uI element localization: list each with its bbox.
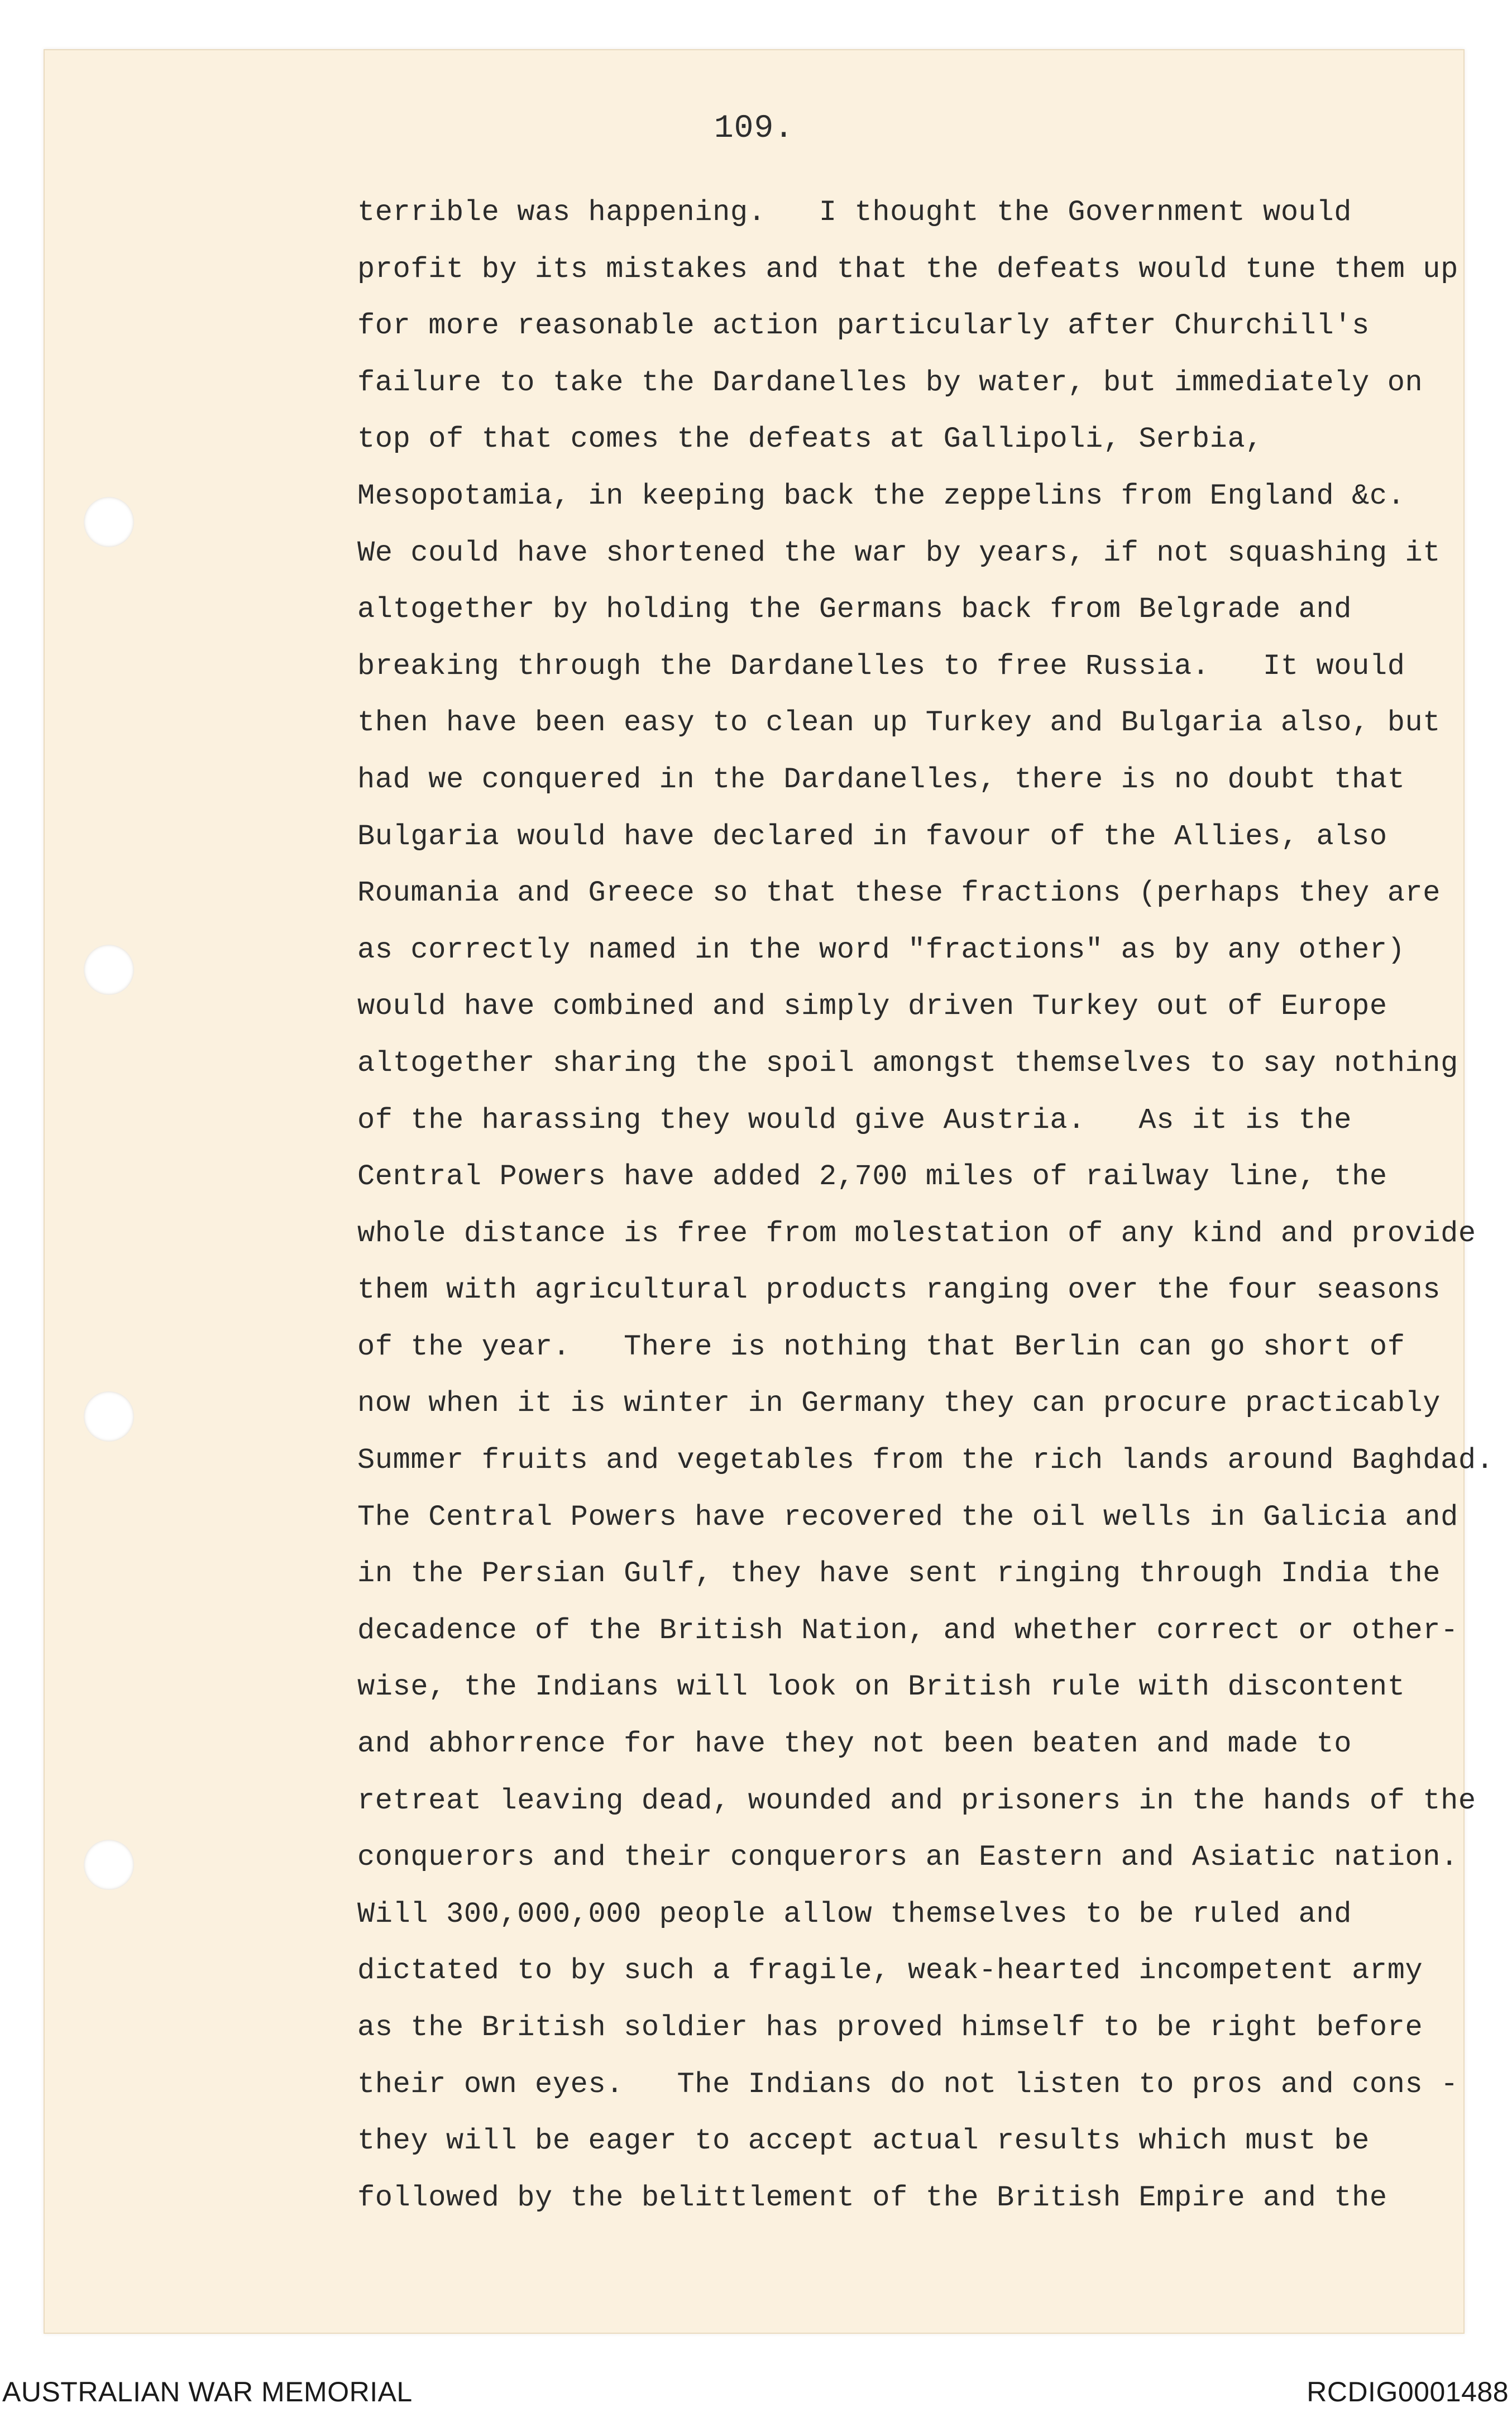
text-line: breaking through the Dardanelles to free Russia. It would bbox=[357, 649, 1405, 683]
text-line: them with agricultural products ranging over the four seasons bbox=[357, 1274, 1441, 1307]
text-line: top of that comes the defeats at Gallipoli, Serbia, bbox=[357, 423, 1264, 456]
text-line: they will be eager to accept actual results which must be bbox=[357, 2124, 1370, 2158]
text-line: altogether sharing the spoil amongst themselves to say nothing bbox=[357, 1046, 1458, 1080]
punch-hole bbox=[84, 497, 134, 547]
institution-credit: AUSTRALIAN WAR MEMORIAL bbox=[2, 2376, 413, 2407]
punch-hole bbox=[84, 1840, 134, 1890]
text-line: Summer fruits and vegetables from the rich lands around Baghdad. bbox=[357, 1444, 1494, 1477]
text-line: as correctly named in the word "fractions" as by any other) bbox=[357, 933, 1405, 966]
record-reference: RCDIG0001488 bbox=[1307, 2376, 1509, 2407]
text-line: retreat leaving dead, wounded and prisoners in the hands of the bbox=[357, 1784, 1476, 1817]
text-line: terrible was happening. I thought the Government would bbox=[357, 196, 1352, 229]
text-line: failure to take the Dardanelles by water, but immediately on bbox=[357, 366, 1423, 399]
text-line: Will 300,000,000 people allow themselves to be ruled and bbox=[357, 1897, 1352, 1931]
text-line: of the year. There is nothing that Berlin can go short of bbox=[357, 1330, 1405, 1363]
page-number: 109. bbox=[714, 111, 795, 147]
text-line: whole distance is free from molestation of any kind and provide bbox=[357, 1217, 1476, 1250]
text-line: then have been easy to clean up Turkey and Bulgaria also, but bbox=[357, 706, 1441, 740]
punch-hole bbox=[84, 945, 134, 995]
text-line: altogether by holding the Germans back from Belgrade and bbox=[357, 593, 1352, 626]
text-line: decadence of the British Nation, and whether correct or other- bbox=[357, 1614, 1458, 1647]
text-line: The Central Powers have recovered the oil wells in Galicia and bbox=[357, 1500, 1458, 1534]
text-line: Central Powers have added 2,700 miles of railway line, the bbox=[357, 1160, 1387, 1194]
text-line: Bulgaria would have declared in favour of the Allies, also bbox=[357, 820, 1387, 853]
text-line: dictated to by such a fragile, weak-hearted incompetent army bbox=[357, 1954, 1423, 1988]
text-line: now when it is winter in Germany they can procure practicably bbox=[357, 1387, 1441, 1420]
text-line: We could have shortened the war by years, if not squashing it bbox=[357, 536, 1441, 569]
text-line: Roumania and Greece so that these fractions (perhaps they are bbox=[357, 877, 1441, 910]
text-line: profit by its mistakes and that the defeats would tune them up bbox=[357, 252, 1458, 286]
text-line: followed by the belittlement of the British Empire and the bbox=[357, 2181, 1387, 2214]
text-line: their own eyes. The Indians do not listen to pros and cons - bbox=[357, 2067, 1458, 2101]
text-line: wise, the Indians will look on British rule with discontent bbox=[357, 1670, 1405, 1704]
text-line: as the British soldier has proved himself to be right before bbox=[357, 2011, 1423, 2044]
text-line: had we conquered in the Dardanelles, there is no doubt that bbox=[357, 763, 1405, 796]
text-line: and abhorrence for have they not been beaten and made to bbox=[357, 1727, 1352, 1761]
punch-hole bbox=[84, 1391, 134, 1442]
typed-text-body bbox=[357, 184, 1512, 2226]
text-line: Mesopotamia, in keeping back the zeppelins from England &c. bbox=[357, 479, 1405, 513]
text-line: would have combined and simply driven Turkey out of Europe bbox=[357, 990, 1387, 1023]
text-line: of the harassing they would give Austria. As it is the bbox=[357, 1103, 1352, 1137]
text-line: for more reasonable action particularly after Churchill's bbox=[357, 309, 1370, 343]
text-line: in the Persian Gulf, they have sent ringing through India the bbox=[357, 1557, 1441, 1591]
text-line: conquerors and their conquerors an Eastern and Asiatic nation. bbox=[357, 1841, 1458, 1874]
document-page bbox=[44, 49, 1494, 2334]
